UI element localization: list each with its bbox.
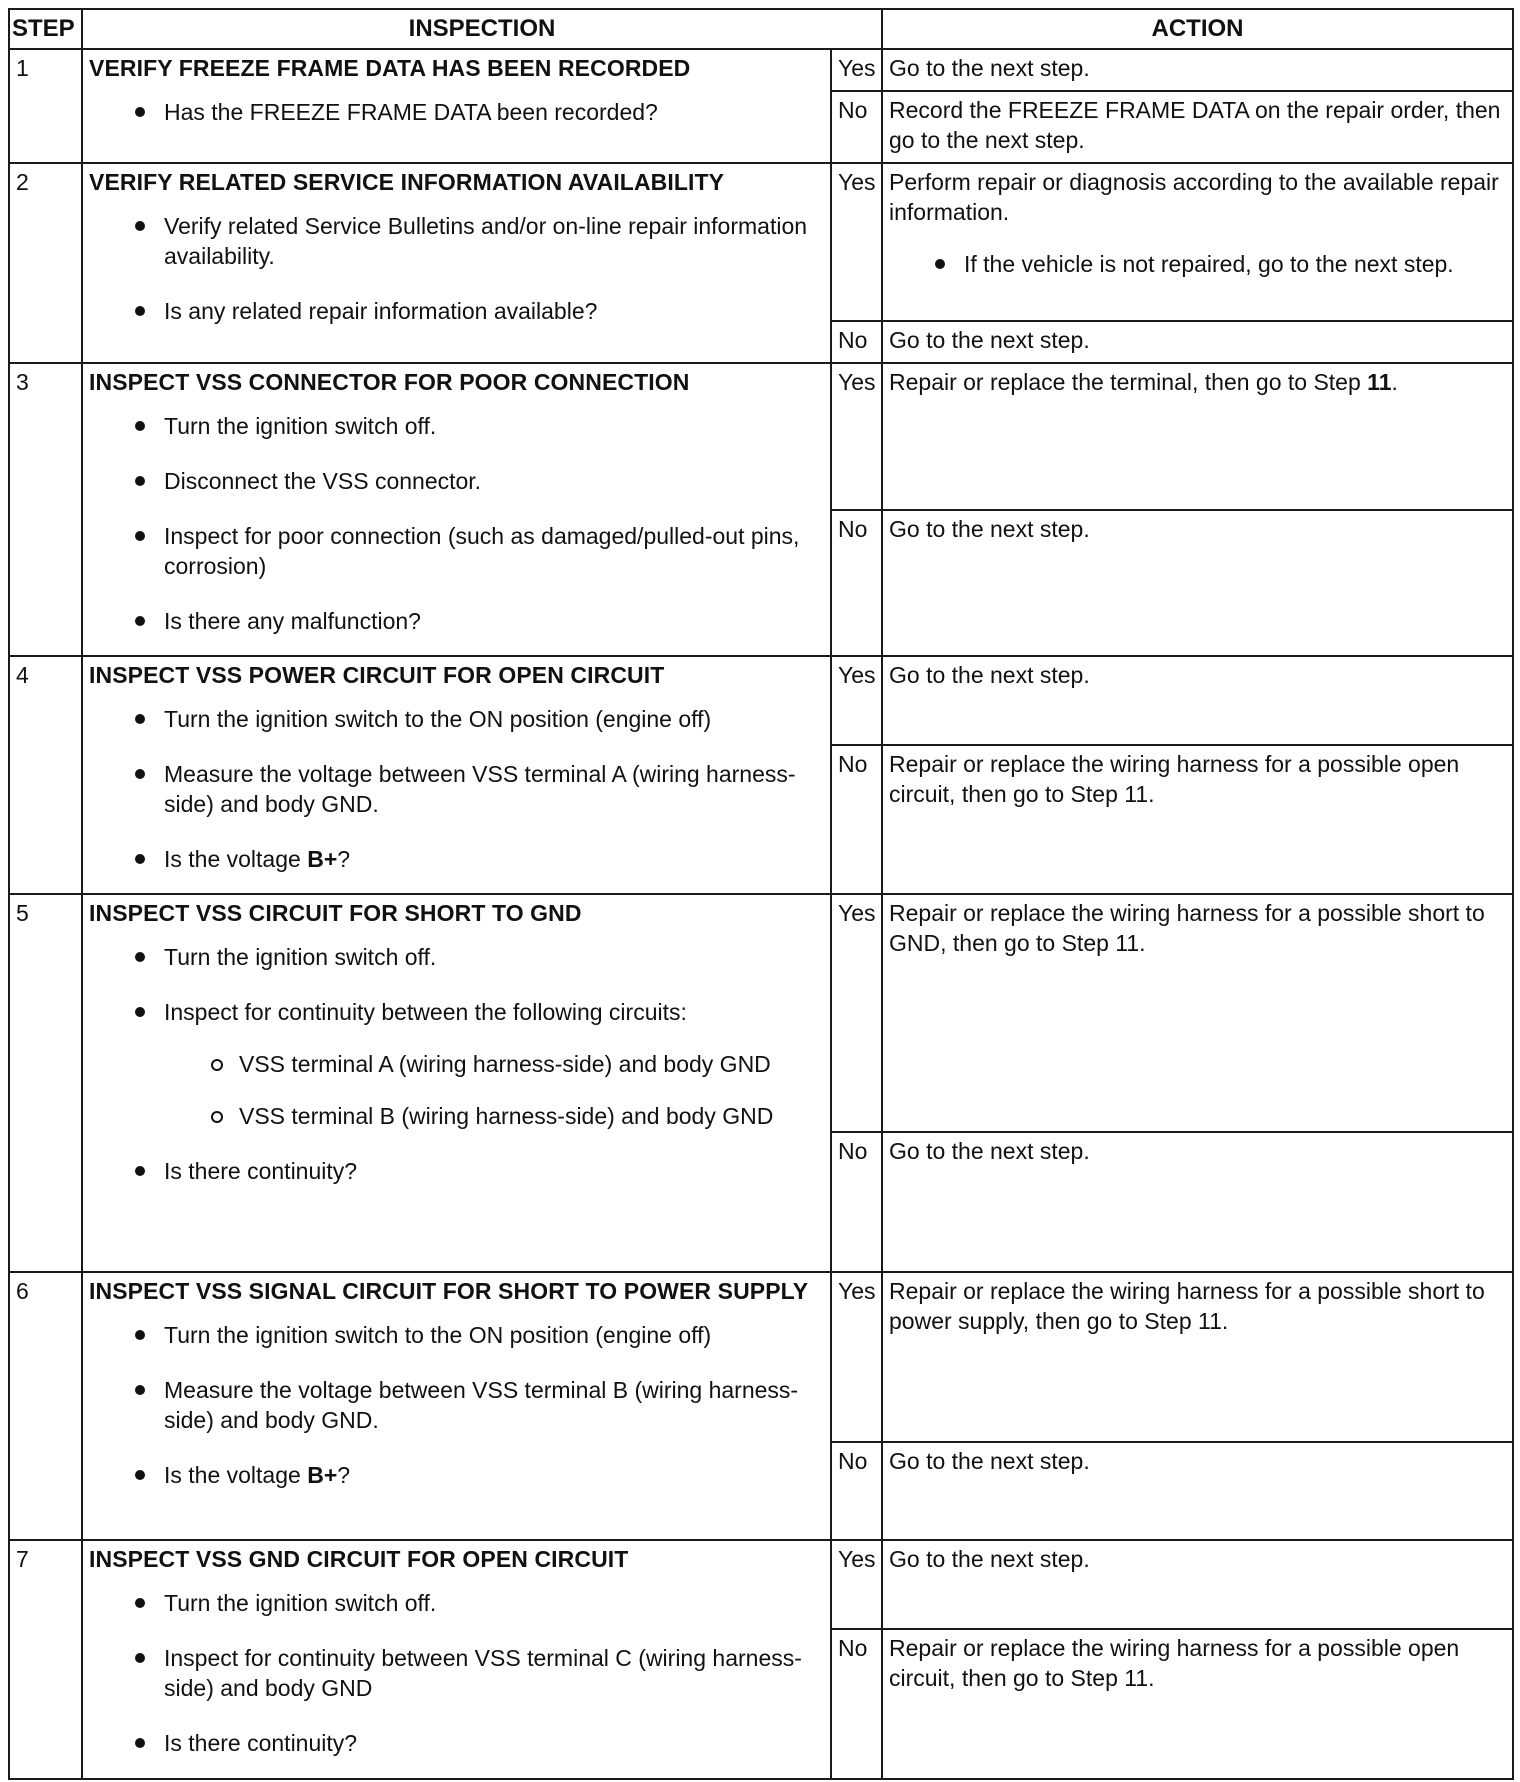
header-inspection: INSPECTION [82, 9, 882, 49]
list-item: Turn the ignition switch off. [89, 411, 824, 441]
list-item: If the vehicle is not repaired, go to the next step. [889, 249, 1506, 279]
list-item [89, 844, 824, 874]
step-title: VERIFY FREEZE FRAME DATA HAS BEEN RECORDED [89, 55, 691, 81]
no-action: Go to the next step. [882, 1442, 1513, 1540]
step-5-yes-row [9, 894, 1513, 1132]
list-item: Turn the ignition switch off. [89, 1588, 824, 1618]
no-action: Go to the next step. [882, 1132, 1513, 1272]
yes-action: Go to the next step. [882, 1540, 1513, 1629]
list-item: Inspect for continuity between VSS terminal C (wiring harness-side) and body GND [89, 1643, 824, 1703]
step-7-yes-row [9, 1540, 1513, 1629]
no-action: Record the FREEZE FRAME DATA on the repair order, then go to the next step. [882, 91, 1513, 163]
step-4-yes-row [9, 656, 1513, 745]
list-item: Has the FREEZE FRAME DATA been recorded? [89, 97, 824, 127]
step-inspection [82, 49, 831, 163]
question-text: Is the voltage [164, 846, 308, 872]
voltage-value: B+ [307, 1462, 338, 1488]
step-inspection [82, 363, 831, 656]
step-title: VERIFY RELATED SERVICE INFORMATION AVAILABILITY [89, 169, 725, 195]
no-label: No [831, 1442, 882, 1540]
yes-action: Repair or replace the wiring harness for a possible short to power supply, then go to Step 11. [882, 1272, 1513, 1442]
no-action: Go to the next step. [882, 321, 1513, 363]
list-item: Verify related Service Bulletins and/or on-line repair information availability. [89, 211, 824, 271]
no-action: Repair or replace the wiring harness for a possible open circuit, then go to Step 11. [882, 1629, 1513, 1779]
yes-action [882, 363, 1513, 510]
step-number: 1 [9, 49, 82, 163]
inspection-list [89, 97, 824, 127]
list-item: Turn the ignition switch to the ON position (engine off) [89, 1320, 824, 1350]
step-reference: 11 [1367, 369, 1392, 395]
yes-label: Yes [831, 656, 882, 745]
list-item: Is there any malfunction? [89, 606, 824, 636]
yes-action-end: . [1391, 369, 1398, 395]
no-label: No [831, 745, 882, 894]
yes-label: Yes [831, 1272, 882, 1442]
step-inspection [82, 894, 831, 1272]
step-6-yes-row [9, 1272, 1513, 1442]
action-list [889, 249, 1506, 279]
list-item-text: Inspect for continuity between the following circuits: [164, 999, 687, 1025]
no-label: No [831, 1132, 882, 1272]
sub-list-item: VSS terminal A (wiring harness-side) and body GND [164, 1049, 824, 1079]
voltage-value: B+ [307, 846, 338, 872]
sub-list-item: VSS terminal B (wiring harness-side) and body GND [164, 1101, 824, 1131]
list-item: Turn the ignition switch off. [89, 942, 824, 972]
yes-action: Perform repair or diagnosis according to the available repair information. [889, 169, 1499, 225]
step-1-yes-row [9, 49, 1513, 91]
step-number: 7 [9, 1540, 82, 1779]
diagnostic-table [8, 8, 1514, 1780]
step-title: INSPECT VSS SIGNAL CIRCUIT FOR SHORT TO POWER SUPPLY [89, 1278, 809, 1304]
yes-label: Yes [831, 163, 882, 321]
step-title: INSPECT VSS CIRCUIT FOR SHORT TO GND [89, 900, 582, 926]
step-number: 6 [9, 1272, 82, 1540]
header-step: STEP [9, 9, 82, 49]
step-inspection [82, 163, 831, 363]
step-3-yes-row [9, 363, 1513, 510]
no-action: Repair or replace the wiring harness for a possible open circuit, then go to Step 11. [882, 745, 1513, 894]
list-item: Is there continuity? [89, 1156, 824, 1186]
no-label: No [831, 1629, 882, 1779]
yes-action: Go to the next step. [882, 49, 1513, 91]
table-header-row [9, 9, 1513, 49]
step-2-yes-row [9, 163, 1513, 321]
step-number: 3 [9, 363, 82, 656]
no-action: Go to the next step. [882, 510, 1513, 656]
step-number: 5 [9, 894, 82, 1272]
step-inspection [82, 1540, 831, 1779]
sub-list [164, 1049, 824, 1131]
step-number: 2 [9, 163, 82, 363]
list-item: Measure the voltage between VSS terminal A (wiring harness-side) and body GND. [89, 759, 824, 819]
yes-action: Go to the next step. [882, 656, 1513, 745]
list-item: Inspect for poor connection (such as damaged/pulled-out pins, corrosion) [89, 521, 824, 581]
list-item: Is there continuity? [89, 1728, 824, 1758]
yes-label: Yes [831, 894, 882, 1132]
yes-action-text: Repair or replace the terminal, then go to Step [889, 369, 1368, 395]
inspection-list [89, 704, 824, 874]
yes-action: Repair or replace the wiring harness for a possible short to GND, then go to Step 11. [882, 894, 1513, 1132]
inspection-list [89, 1320, 824, 1490]
question-end: ? [337, 1462, 351, 1488]
list-item [89, 997, 824, 1131]
list-item: Disconnect the VSS connector. [89, 466, 824, 496]
inspection-list [89, 1588, 824, 1758]
step-inspection [82, 1272, 831, 1540]
yes-label: Yes [831, 49, 882, 91]
step-inspection [82, 656, 831, 894]
step-title: INSPECT VSS CONNECTOR FOR POOR CONNECTION [89, 369, 690, 395]
inspection-list [89, 942, 824, 1186]
question-end: ? [337, 846, 351, 872]
no-label: No [831, 91, 882, 163]
step-title: INSPECT VSS GND CIRCUIT FOR OPEN CIRCUIT [89, 1546, 629, 1572]
yes-label: Yes [831, 363, 882, 510]
list-item: Is any related repair information available? [89, 296, 824, 326]
yes-action-cell [882, 163, 1513, 321]
inspection-list [89, 411, 824, 636]
list-item: Measure the voltage between VSS terminal B (wiring harness-side) and body GND. [89, 1375, 824, 1435]
step-title: INSPECT VSS POWER CIRCUIT FOR OPEN CIRCUIT [89, 662, 665, 688]
list-item [89, 1460, 824, 1490]
list-item: Turn the ignition switch to the ON position (engine off) [89, 704, 824, 734]
no-label: No [831, 321, 882, 363]
yes-label: Yes [831, 1540, 882, 1629]
header-action: ACTION [882, 9, 1513, 49]
question-text: Is the voltage [164, 1462, 308, 1488]
no-label: No [831, 510, 882, 656]
step-number: 4 [9, 656, 82, 894]
inspection-list [89, 211, 824, 326]
